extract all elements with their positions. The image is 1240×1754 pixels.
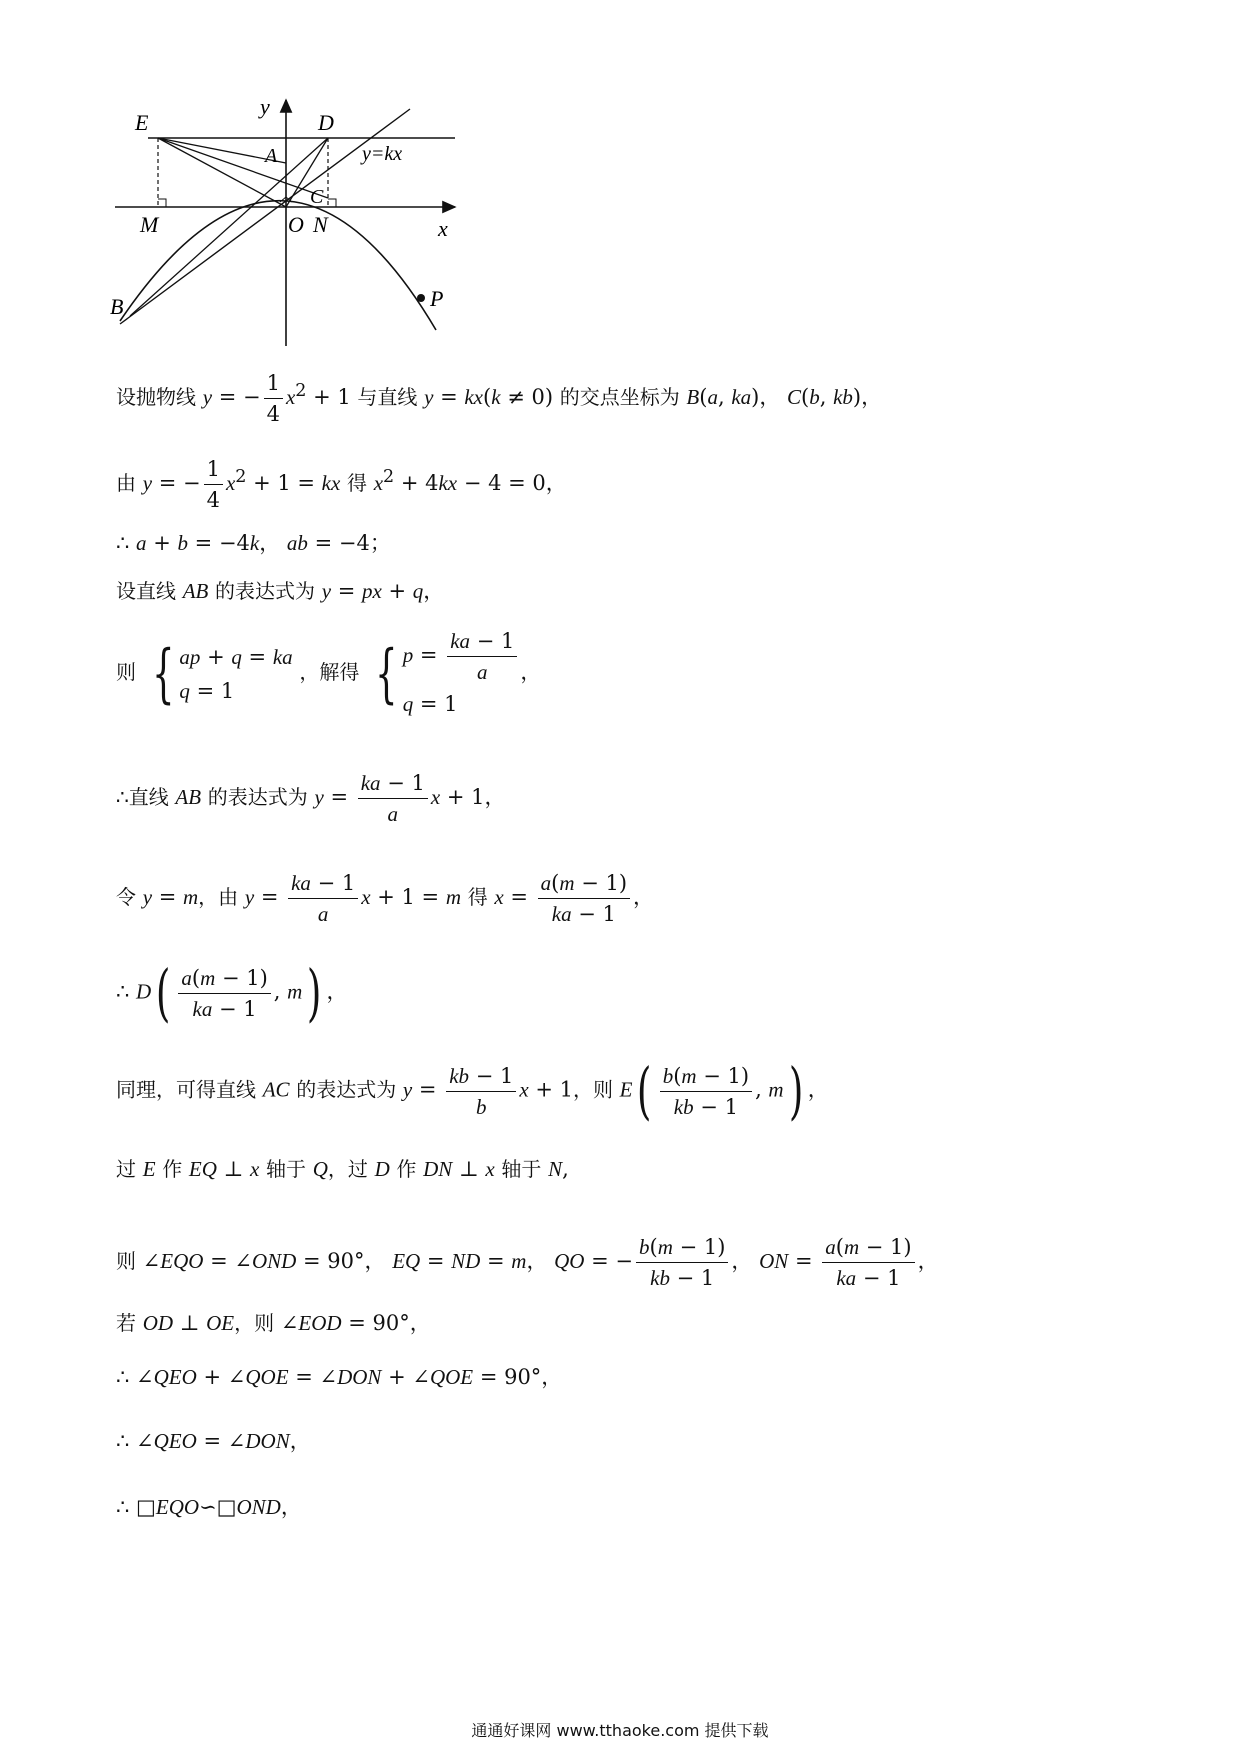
point-p: [417, 294, 425, 302]
line-ec: [158, 138, 328, 198]
text-line-7: 令 y = m，由 y = $\frac{ka - 1}{a}$ x + 1 = m 得 x = $\frac{a(m - 1)}{ka - 1}$ ，: [116, 868, 654, 929]
text-line-4: 设直线 AB 的表达式为 y = px + q，: [116, 579, 445, 603]
geometry-figure: [110, 96, 470, 356]
text-line-1: 设抛物线 y = − $\frac{1}{4}$ $x^2 + 1$ 与直线 y = kx(k ≠ 0) 的交点坐标为 B(a, ka)， C(b, kb)，: [116, 368, 882, 429]
text-line-2: 由 y = − $\frac{1}{4}$ $x^2 + 1$ = kx 得 $x^2 + 4kx - 4 = 0$，: [116, 454, 567, 515]
label-c: C: [310, 186, 324, 208]
text-line-14: ∴ ∠QEO = ∠DON，: [116, 1429, 311, 1453]
text-line-5: 则 { ap + q = ka q = 1 ，解得 { p = $\frac{ka - 1}{a}$ q = 1 ，: [116, 626, 541, 721]
text-line-3: ∴ a + b = −4k， ab = −4；: [116, 531, 391, 555]
label-b: B: [110, 294, 124, 319]
text-line-8: ∴ D( $\frac{a(m - 1)}{ka - 1}$ , m) ，: [116, 956, 348, 1029]
text-line-15: ∴ □EQO∽□OND，: [116, 1495, 302, 1519]
label-x-axis: x: [438, 216, 448, 241]
label-p: P: [430, 286, 444, 311]
text-line-11: 则 ∠EQO = ∠OND = 90°， EQ = ND = m， QO = − $\frac{b(m - 1)}{kb - 1}$ ， ON = $\frac{a(m - 1)}{ka - 1}$ ，: [116, 1232, 939, 1293]
label-y-axis: y: [260, 96, 270, 119]
parabola-curve: [120, 201, 436, 330]
label-d: D: [318, 110, 334, 135]
text-line-13: ∴ ∠QEO + ∠QOE = ∠DON + ∠QOE = 90°，: [116, 1365, 563, 1389]
label-y-kx: y=kx: [362, 143, 403, 165]
page-footer: 通通好课网 www.tthaoke.com 提供下载: [471, 1721, 769, 1740]
label-n: N: [313, 212, 328, 237]
text-line-12: 若 OD ⊥ OE，则 ∠EOD = 90°，: [116, 1311, 431, 1335]
label-m: M: [140, 212, 159, 237]
text-line-9: 同理，可得直线 AC 的表达式为 y = $\frac{kb - 1}{b}$ x + 1，则 E( $\frac{b(m - 1)}{kb - 1}$ , m) ，: [116, 1054, 829, 1127]
label-e: E: [135, 110, 149, 135]
text-line-10: 过 E 作 EQ ⊥ x 轴于 Q，过 D 作 DN ⊥ x 轴于 N,: [116, 1157, 569, 1181]
label-a: A: [265, 145, 278, 167]
text-line-6: ∴直线 AB 的表达式为 y = $\frac{ka - 1}{a}$ x + 1，: [116, 768, 506, 829]
label-o: O: [288, 212, 304, 237]
